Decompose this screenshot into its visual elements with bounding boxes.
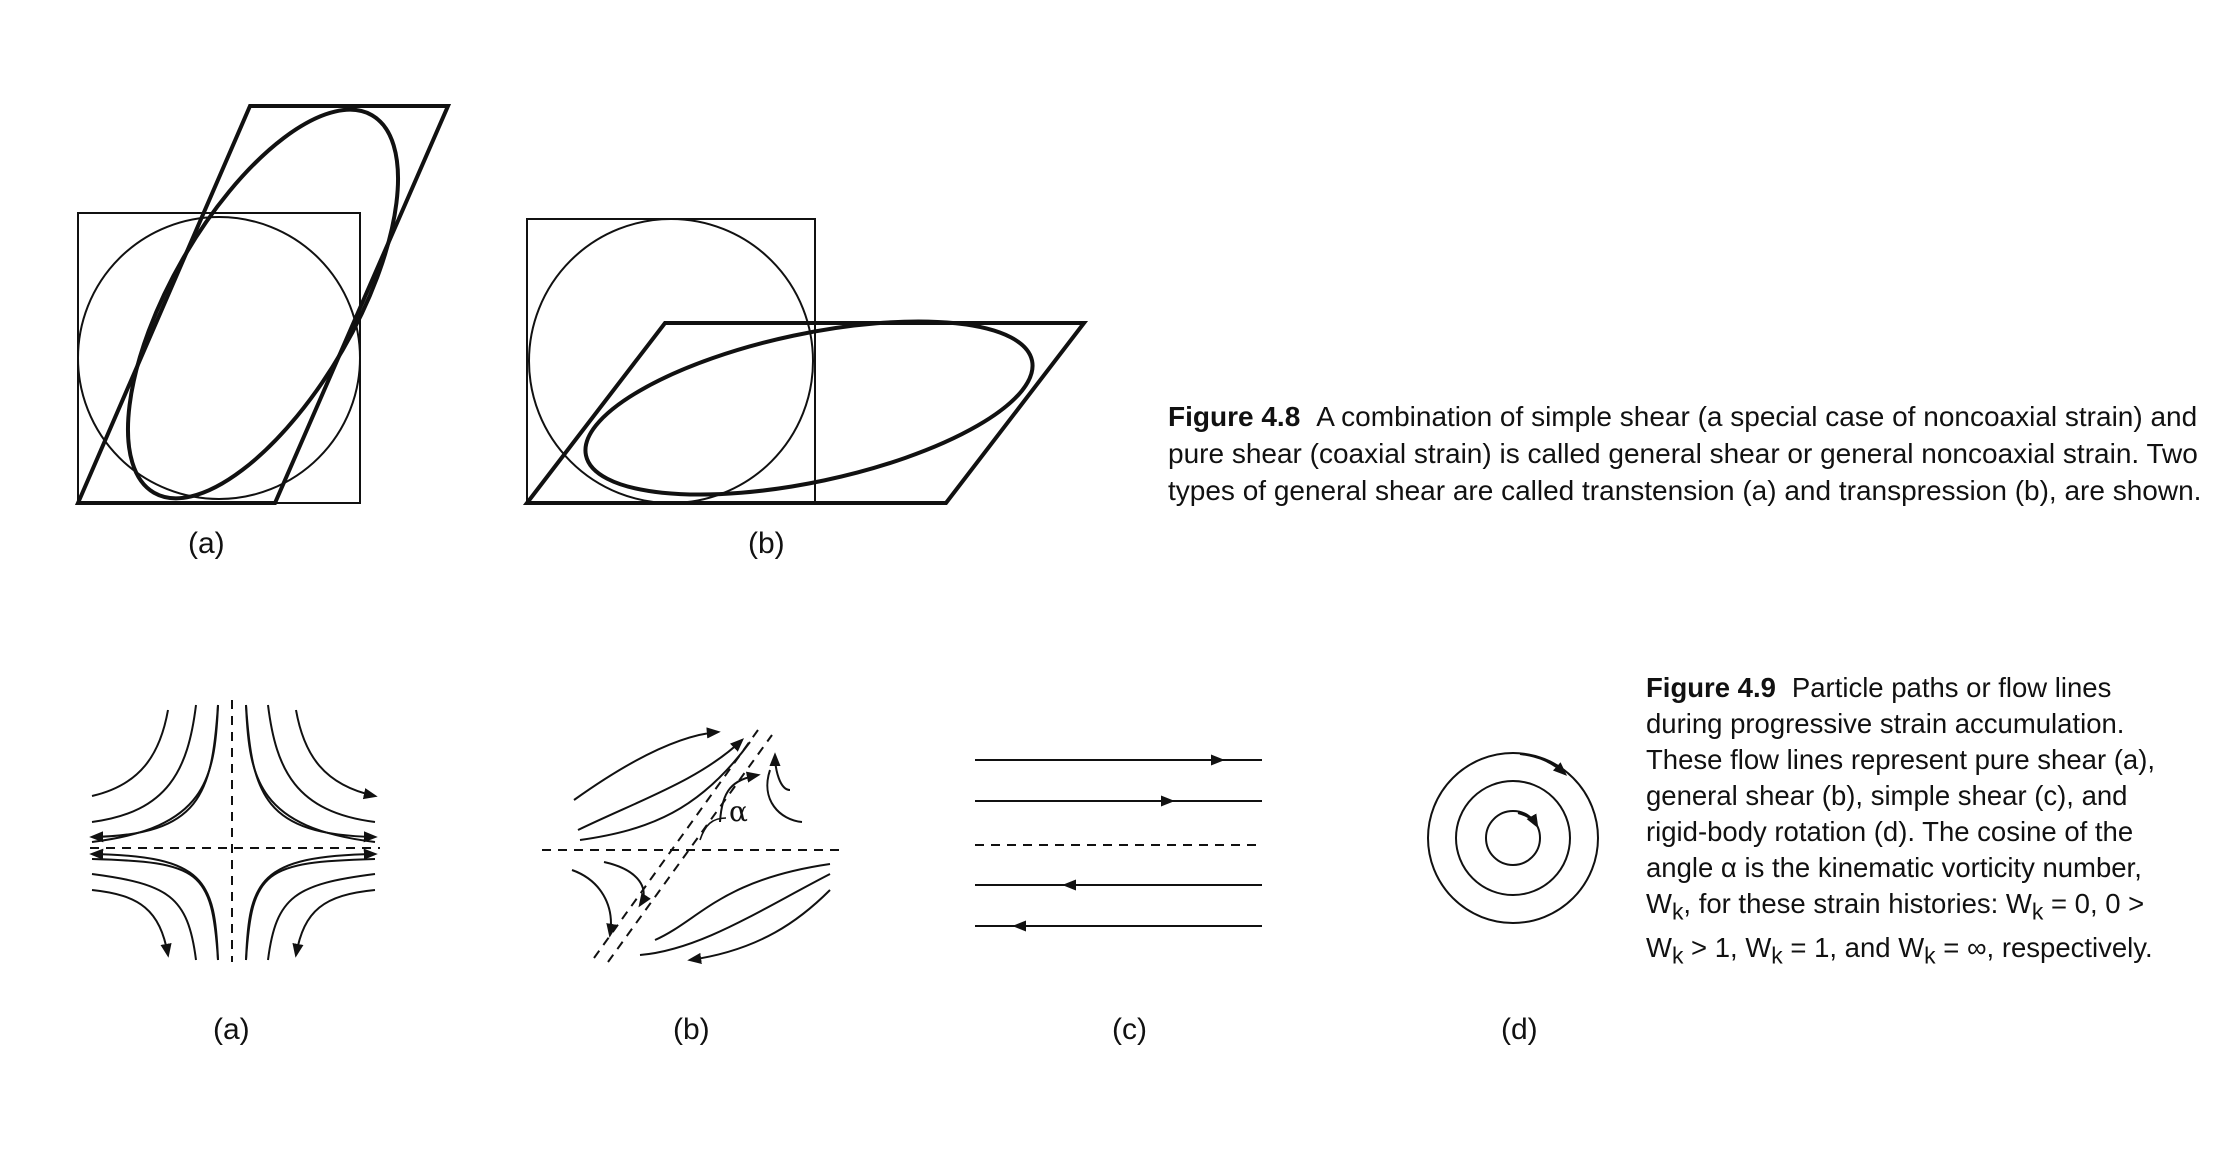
figure-4-9-line-1: during progressive strain accumulation. bbox=[1646, 708, 2125, 739]
figure-4-9-line-6: $W_k$, for these strain histories: $W_k = 0$, 0 > bbox=[1646, 888, 2145, 925]
figure-4-8-number: Figure 4.8 bbox=[1168, 401, 1301, 432]
fig49d-middle-circle bbox=[1456, 781, 1570, 895]
figure-4-9-line-0-text: Particle paths or flow lines bbox=[1791, 672, 2112, 703]
fig49c-label: (c) bbox=[1112, 1013, 1147, 1046]
figure-4-9-line-3: general shear (b), simple shear (c), and bbox=[1646, 780, 2128, 811]
figure-4-9-line-7: $W_k > 1$, $W_k = 1$, and $W_k$ = ∞, respectively. bbox=[1646, 931, 2153, 968]
figure-4-8-caption bbox=[1168, 398, 2208, 509]
fig48b-diagram bbox=[527, 219, 1084, 528]
fig48a-circle bbox=[78, 217, 360, 499]
fig49a-flow-lines bbox=[90, 700, 380, 962]
figure-4-9-line-0 bbox=[1646, 670, 2221, 706]
figure-4-9-number: Figure 4.9 bbox=[1646, 672, 1776, 703]
figure-4-9-caption bbox=[1646, 670, 2221, 973]
fig49b-alpha-label: α bbox=[729, 795, 748, 828]
fig49b-oblique-axis-2 bbox=[608, 735, 772, 962]
figure-4-8-text: A combination of simple shear (a special case of noncoaxial strain) and pure shear (coaxial strain) is called general shear or general noncoaxial strain. Two types of general shear are called transtension (a) and transpression (b), are shown. bbox=[1168, 401, 2202, 506]
fig48a-diagram bbox=[74, 69, 451, 539]
fig49b-label: (b) bbox=[673, 1013, 710, 1046]
fig49b-flow-lines bbox=[542, 730, 842, 962]
fig49d-outer-circle bbox=[1428, 753, 1598, 923]
figure-4-9-line-4: rigid-body rotation (d). The cosine of the bbox=[1646, 816, 2134, 847]
figure-4-9-line-5: angle α is the kinematic vorticity number, bbox=[1646, 852, 2142, 883]
fig49d-flow-lines bbox=[1428, 753, 1598, 923]
fig48b-label: (b) bbox=[748, 527, 785, 560]
fig48b-circle bbox=[529, 219, 813, 503]
fig48a-parallelogram bbox=[78, 106, 448, 503]
fig49d-label: (d) bbox=[1501, 1013, 1538, 1046]
figure-4-9-line-2: These flow lines represent pure shear (a), bbox=[1646, 744, 2155, 775]
fig48a-label: (a) bbox=[188, 527, 225, 560]
fig49c-flow-lines bbox=[975, 760, 1262, 926]
fig49a-label: (a) bbox=[213, 1013, 250, 1046]
